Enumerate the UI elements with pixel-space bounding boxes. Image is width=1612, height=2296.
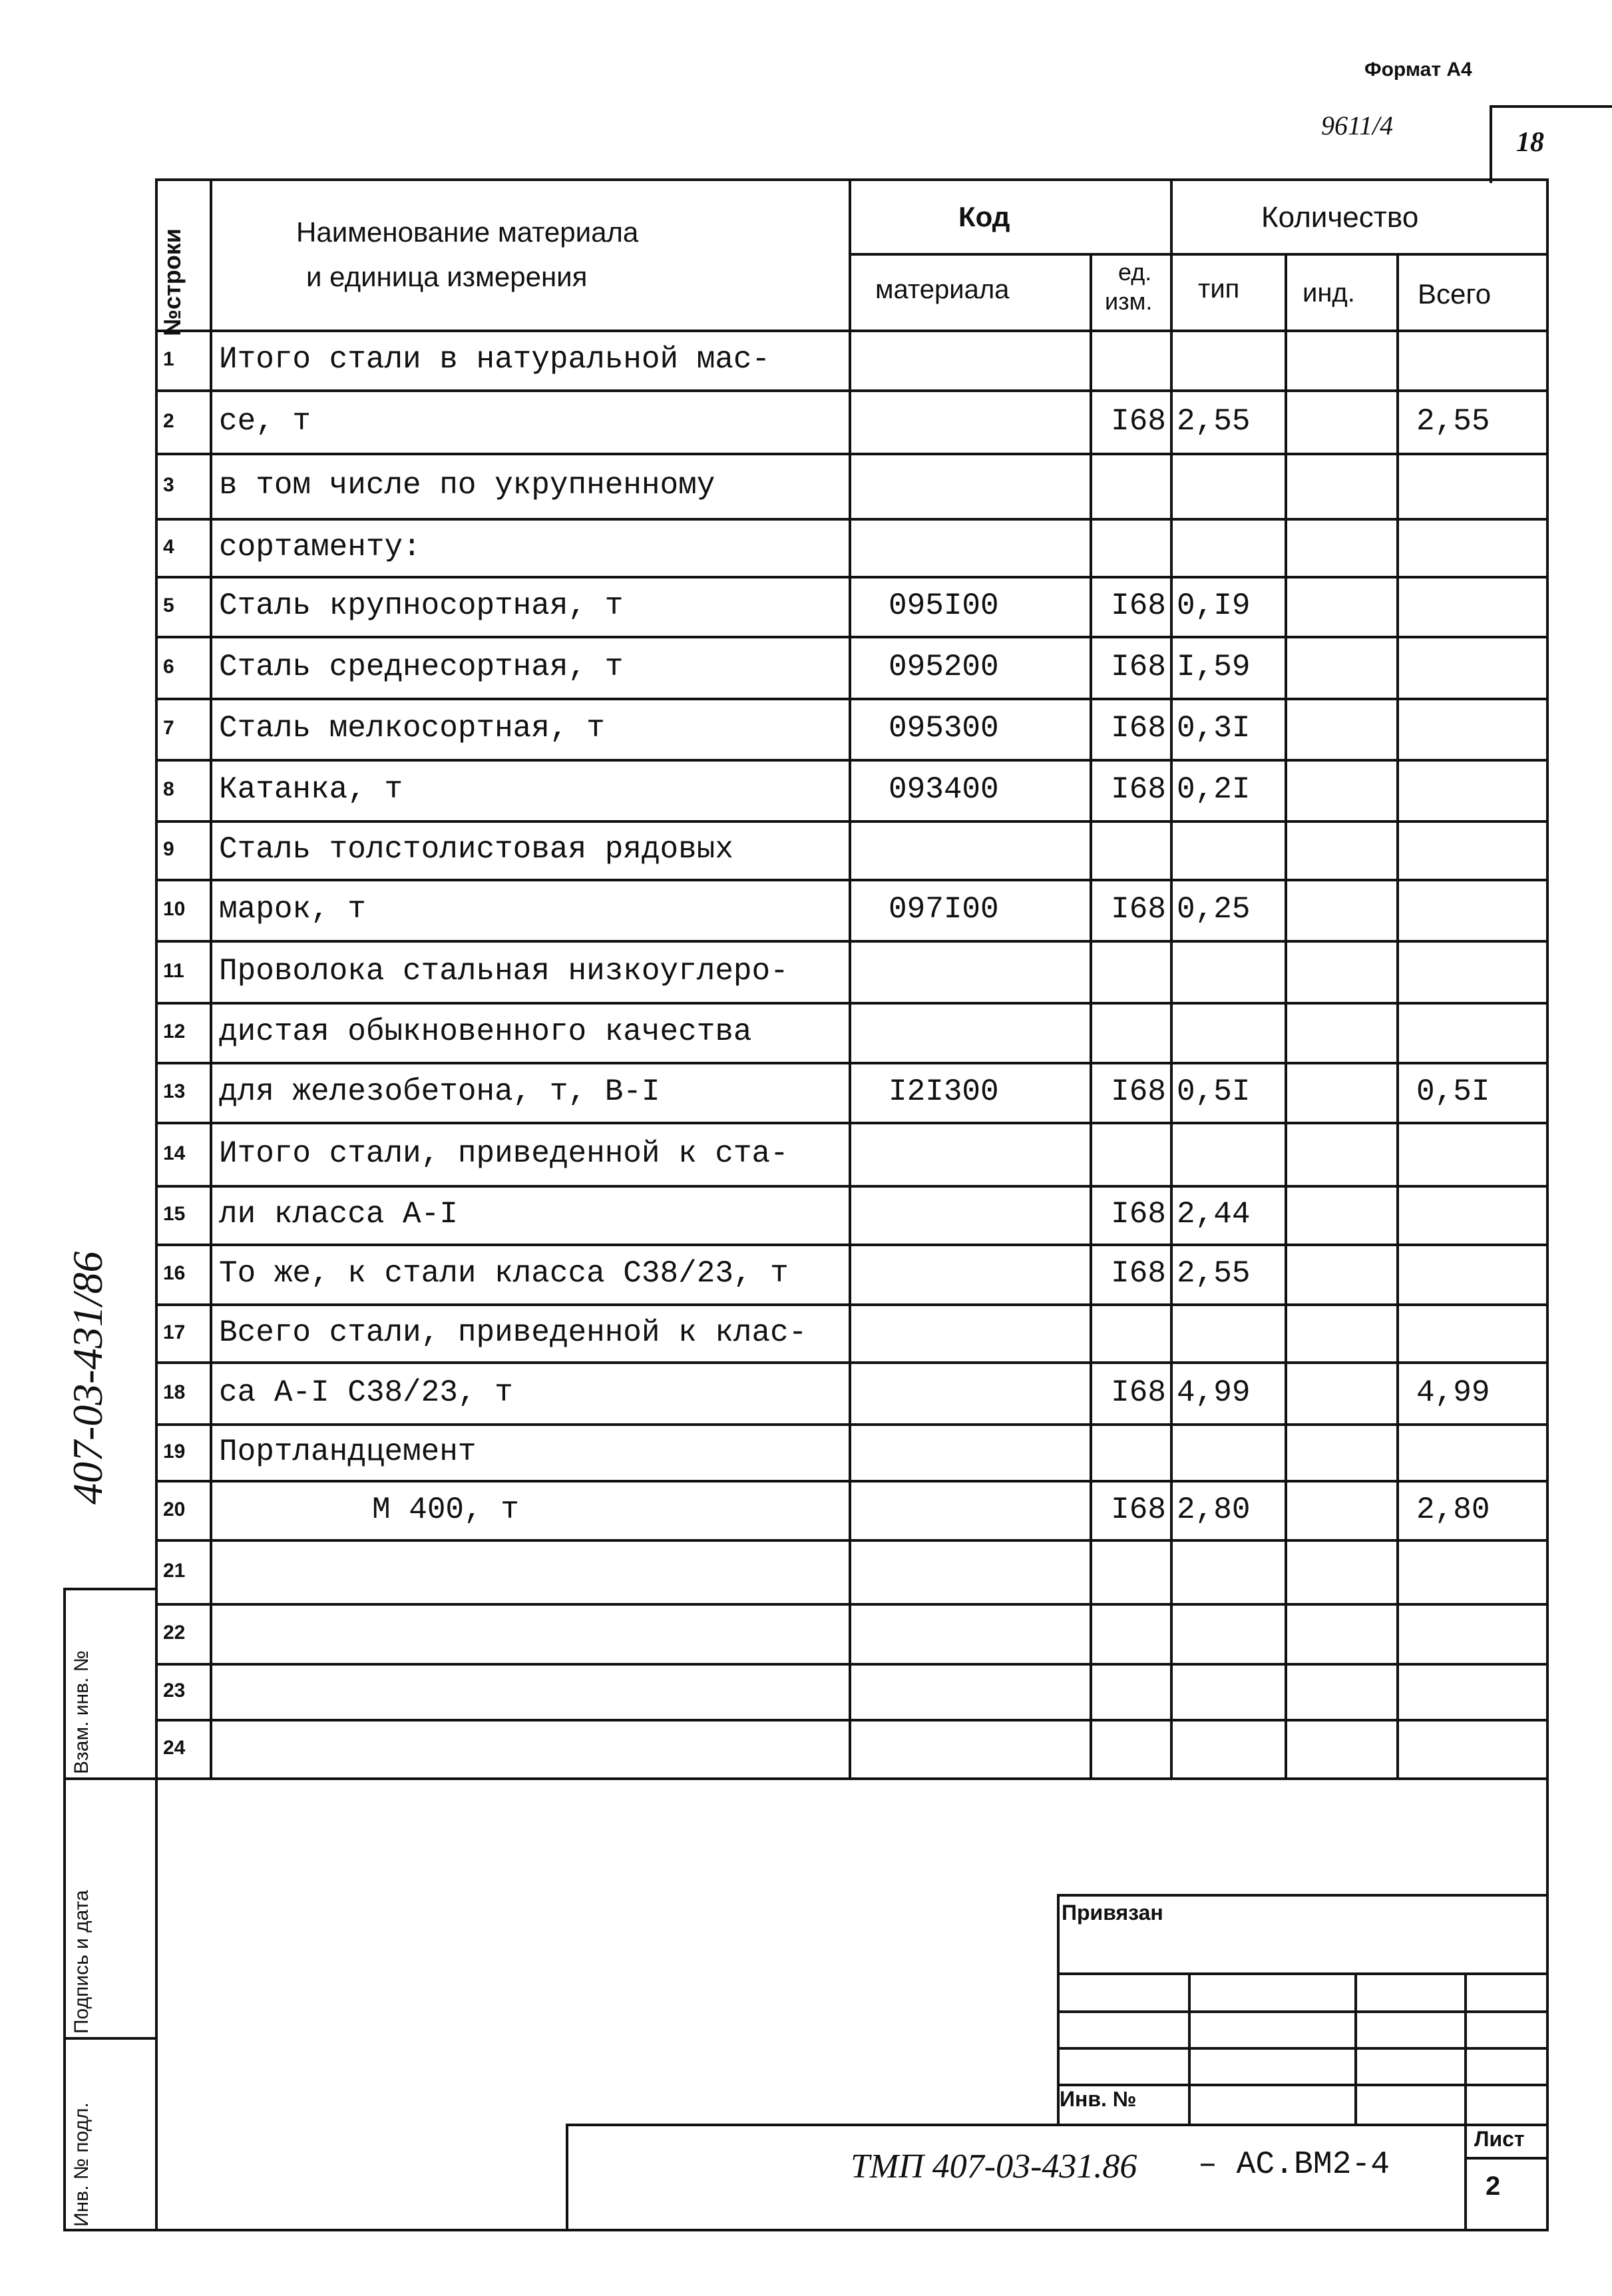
material-name: Итого стали, приведенной к ста- <box>219 1136 789 1171</box>
code-unit-header-l1: ед. <box>1118 258 1152 286</box>
qty-total <box>1416 636 1543 698</box>
material-code <box>889 1603 1075 1663</box>
qty-total: 0,5I <box>1416 1074 1490 1109</box>
qty-ind <box>1291 1663 1394 1719</box>
material-code <box>889 1663 1075 1719</box>
qty-type: I,59 <box>1177 649 1251 684</box>
unit-code: I68 <box>1111 649 1166 684</box>
material-code: 093400 <box>889 772 999 807</box>
podpis-data-label: Подпись и дата <box>71 1890 93 2034</box>
unit-code <box>1091 518 1166 576</box>
material-code <box>889 1719 1075 1777</box>
unit-code <box>1091 1539 1166 1603</box>
qty-ind <box>1291 879 1394 940</box>
material-name <box>219 1663 846 1719</box>
material-code <box>889 1122 1075 1185</box>
material-code <box>889 820 1075 879</box>
row-number: 17 <box>163 1321 186 1343</box>
handwritten-side-number: 407-03-431/86 <box>64 1251 111 1504</box>
material-name: М 400, т <box>372 1492 519 1527</box>
code-group-header: Код <box>958 201 1010 232</box>
qty-ind <box>1291 1480 1394 1539</box>
unit-code <box>1091 1122 1166 1185</box>
table-right-border <box>1546 178 1549 2231</box>
row-number: 12 <box>163 1021 186 1042</box>
format-label: Формат А4 <box>1364 59 1472 81</box>
stamp-rule <box>1057 2084 1549 2086</box>
stamp-col <box>1464 1972 1467 2126</box>
qty-total <box>1416 1303 1543 1361</box>
material-code: 095300 <box>889 711 999 746</box>
qty-total <box>1416 1002 1543 1062</box>
side-strip-left <box>63 1588 66 2231</box>
title-block-top <box>566 2124 1549 2126</box>
material-name: Всего стали, приведенной к клас- <box>219 1315 807 1350</box>
side-strip-rule <box>63 2037 158 2040</box>
row-rule <box>155 1777 1549 1780</box>
sheet-number: 2 <box>1486 2172 1501 2201</box>
material-name: дистая обыкновенного качества <box>219 1015 752 1049</box>
qty-ind <box>1291 1185 1394 1244</box>
qty-type <box>1177 1122 1282 1185</box>
row-number: 22 <box>163 1622 186 1644</box>
material-name: Сталь толстолистовая рядовых <box>219 832 733 867</box>
row-number: 16 <box>163 1262 186 1284</box>
qty-type: 0,25 <box>1177 892 1251 927</box>
unit-divider <box>1170 178 1173 1780</box>
row-number: 8 <box>163 778 174 800</box>
qty-type <box>1177 940 1282 1002</box>
qty-total <box>1416 576 1543 636</box>
qty-type <box>1177 1663 1282 1719</box>
material-name: марок, т <box>219 892 366 927</box>
material-name: Проволока стальная низкоуглеро- <box>219 953 789 989</box>
qty-ind <box>1291 1122 1394 1185</box>
name-divider <box>849 178 851 1780</box>
material-code: 095200 <box>889 649 999 684</box>
qty-type <box>1177 1719 1282 1777</box>
unit-code <box>1091 820 1166 879</box>
qty-type: 0,2I <box>1177 772 1251 807</box>
qty-total <box>1416 1185 1543 1244</box>
row-number: 19 <box>163 1440 186 1463</box>
material-code: 095I00 <box>889 588 999 623</box>
qty-ind <box>1291 1719 1394 1777</box>
side-strip-bottom <box>63 2229 158 2231</box>
page-corner-number: 18 <box>1516 127 1544 158</box>
inv-podl-label: Инв. № подл. <box>71 2102 93 2227</box>
unit-code <box>1091 1002 1166 1062</box>
row-number: 21 <box>163 1560 186 1582</box>
type-divider <box>1285 253 1287 1780</box>
privyazan-label: Привязан <box>1062 1901 1163 1925</box>
designation-handwritten: ТМП 407-03-431.86 <box>851 2148 1137 2185</box>
material-name: Сталь мелкосортная, т <box>219 711 605 746</box>
material-name: То же, к стали класса С38/23, т <box>219 1256 789 1291</box>
qty-total <box>1416 820 1543 879</box>
unit-code <box>1091 1719 1166 1777</box>
qty-type <box>1177 1539 1282 1603</box>
row-number: 15 <box>163 1203 186 1225</box>
qty-ind <box>1291 389 1394 453</box>
qty-type <box>1177 1423 1282 1480</box>
qty-total <box>1416 453 1543 518</box>
qty-ind <box>1291 330 1394 389</box>
material-code <box>889 1423 1075 1480</box>
qty-type: 4,99 <box>1177 1375 1251 1410</box>
material-name: в том числе по укрупненному <box>219 468 715 503</box>
qty-ind <box>1291 698 1394 759</box>
row-number: 2 <box>163 409 174 432</box>
qty-ind <box>1291 453 1394 518</box>
qty-total <box>1416 879 1543 940</box>
qty-total <box>1416 940 1543 1002</box>
row-number: 11 <box>163 959 184 982</box>
inv-no-label: Инв. № <box>1060 2087 1137 2111</box>
unit-code <box>1091 940 1166 1002</box>
qty-total <box>1416 698 1543 759</box>
qty-total <box>1416 1539 1543 1603</box>
qty-ind <box>1291 1361 1394 1423</box>
unit-code <box>1091 1303 1166 1361</box>
reference-number: 9611/4 <box>1321 111 1394 140</box>
row-number: 7 <box>163 717 174 739</box>
row-number-divider <box>210 178 212 1780</box>
code-unit-header-l2: изм. <box>1105 288 1153 315</box>
qty-total <box>1416 1122 1543 1185</box>
qty-ind <box>1291 518 1394 576</box>
row-number: 4 <box>163 535 174 558</box>
qty-ind <box>1291 1423 1394 1480</box>
unit-code: I68 <box>1111 711 1166 746</box>
side-strip-top <box>63 1588 158 1590</box>
qty-type <box>1177 1603 1282 1663</box>
ind-divider <box>1396 253 1399 1780</box>
qty-ind <box>1291 1062 1394 1122</box>
material-name: Сталь крупносортная, т <box>219 588 624 623</box>
unit-code: I68 <box>1111 892 1166 927</box>
designation-typed: – АС.ВМ2-4 <box>1198 2147 1390 2183</box>
row-number: 6 <box>163 655 174 678</box>
qty-type: 0,I9 <box>1177 588 1251 623</box>
row-number: 3 <box>163 474 174 496</box>
unit-code: I68 <box>1111 403 1166 439</box>
unit-code <box>1091 1663 1166 1719</box>
unit-code: I68 <box>1111 1256 1166 1291</box>
qty-ind <box>1291 1244 1394 1303</box>
material-code <box>889 330 1075 389</box>
row-number: 23 <box>163 1680 186 1702</box>
material-name: са А-I С38/23, т <box>219 1375 513 1410</box>
material-name <box>219 1603 846 1663</box>
name-header-line2: и единица измерения <box>306 261 588 292</box>
qty-type: 2,55 <box>1177 1256 1251 1291</box>
material-name: Сталь среднесортная, т <box>219 649 624 684</box>
sheet-label-rule <box>1464 2157 1549 2160</box>
qty-type <box>1177 518 1282 576</box>
page-bottom-rule <box>155 2229 1549 2231</box>
qty-total <box>1416 330 1543 389</box>
material-code <box>889 1361 1075 1423</box>
stamp-col <box>1354 1972 1357 2126</box>
qty-type: 2,55 <box>1177 403 1251 439</box>
qty-ind <box>1291 759 1394 820</box>
stamp-rule <box>1057 2047 1549 2050</box>
qty-total <box>1416 759 1543 820</box>
material-name <box>219 1719 846 1777</box>
row-number: 14 <box>163 1142 186 1164</box>
row-number-header: №строки <box>158 228 186 336</box>
qty-ind <box>1291 1539 1394 1603</box>
qty-ind <box>1291 1603 1394 1663</box>
qty-type <box>1177 330 1282 389</box>
qty-ind <box>1291 820 1394 879</box>
qty-type: 2,44 <box>1177 1197 1251 1232</box>
qty-type: 2,80 <box>1177 1492 1251 1527</box>
qty-total: 2,55 <box>1416 403 1490 439</box>
qty-total <box>1416 1244 1543 1303</box>
qty-total <box>1416 518 1543 576</box>
header-mid-rule <box>849 253 1549 256</box>
material-code <box>889 1480 1075 1539</box>
stamp-rule <box>1057 2010 1549 2013</box>
sheet-col-left <box>1464 2124 1467 2231</box>
qty-total <box>1416 1663 1543 1719</box>
material-code: 097I00 <box>889 892 999 927</box>
material-name: сортаменту: <box>219 529 421 565</box>
material-name: ли класса А-I <box>219 1197 458 1232</box>
qty-type: 0,3I <box>1177 711 1251 746</box>
sheet-label: Лист <box>1474 2127 1525 2151</box>
stamp-rule <box>1057 1972 1549 1975</box>
unit-code: I68 <box>1111 1492 1166 1527</box>
row-number: 10 <box>163 898 186 920</box>
row-number: 13 <box>163 1080 186 1102</box>
qty-type <box>1177 820 1282 879</box>
material-code <box>889 1185 1075 1244</box>
unit-code: I68 <box>1111 1375 1166 1410</box>
qty-total <box>1416 1719 1543 1777</box>
name-header-line1: Наименование материала <box>296 216 639 248</box>
qty-type <box>1177 453 1282 518</box>
qty-ind <box>1291 576 1394 636</box>
qty-ind <box>1291 636 1394 698</box>
qty-type <box>1177 1303 1282 1361</box>
qty-ind <box>1291 1303 1394 1361</box>
row-number: 9 <box>163 838 174 860</box>
vzam-inv-label: Взам. инв. № <box>71 1650 93 1774</box>
material-name: Итого стали в натуральной мас- <box>219 342 771 377</box>
code-material-header: материала <box>875 275 1010 304</box>
row-number: 1 <box>163 348 174 370</box>
unit-code: I68 <box>1111 1074 1166 1109</box>
unit-code <box>1091 453 1166 518</box>
table-left-border <box>155 178 158 2231</box>
material-name <box>219 1539 846 1603</box>
side-strip-rule <box>63 1777 158 1780</box>
title-block-left <box>566 2124 568 2231</box>
unit-code <box>1091 1423 1166 1480</box>
qty-total <box>1416 1603 1543 1663</box>
corner-box-top <box>1490 105 1612 108</box>
row-number: 24 <box>163 1737 186 1759</box>
material-code <box>889 1244 1075 1303</box>
material-code <box>889 518 1075 576</box>
unit-code: I68 <box>1111 772 1166 807</box>
material-name: Катанка, т <box>219 772 403 807</box>
qty-total-header: Всего <box>1418 278 1492 310</box>
table-top-rule <box>155 178 1549 181</box>
qty-ind <box>1291 1002 1394 1062</box>
qty-ind-header: инд. <box>1303 278 1355 308</box>
qty-type-header: тип <box>1198 274 1240 304</box>
qty-type <box>1177 1002 1282 1062</box>
unit-code <box>1091 330 1166 389</box>
material-code <box>889 453 1075 518</box>
material-name: се, т <box>219 403 311 439</box>
qty-ind <box>1291 940 1394 1002</box>
unit-code: I68 <box>1111 1197 1166 1232</box>
row-number: 18 <box>163 1381 186 1403</box>
qty-total: 2,80 <box>1416 1492 1490 1527</box>
unit-code: I68 <box>1111 588 1166 623</box>
qty-type: 0,5I <box>1177 1074 1251 1109</box>
qty-group-header: Количество <box>1261 201 1419 234</box>
material-code <box>889 940 1075 1002</box>
material-code <box>889 1002 1075 1062</box>
stamp-top-rule <box>1057 1894 1549 1897</box>
qty-total: 4,99 <box>1416 1375 1490 1410</box>
material-code <box>889 389 1075 453</box>
qty-total <box>1416 1423 1543 1480</box>
row-number: 20 <box>163 1498 186 1520</box>
corner-box-left <box>1490 107 1492 183</box>
row-number: 5 <box>163 594 174 616</box>
unit-code <box>1091 1603 1166 1663</box>
material-name: для железобетона, т, В-I <box>219 1074 660 1109</box>
stamp-col <box>1188 1972 1191 2126</box>
material-code: I2I300 <box>889 1074 999 1109</box>
material-code <box>889 1539 1075 1603</box>
material-code <box>889 1303 1075 1361</box>
material-name: Портландцемент <box>219 1434 477 1469</box>
